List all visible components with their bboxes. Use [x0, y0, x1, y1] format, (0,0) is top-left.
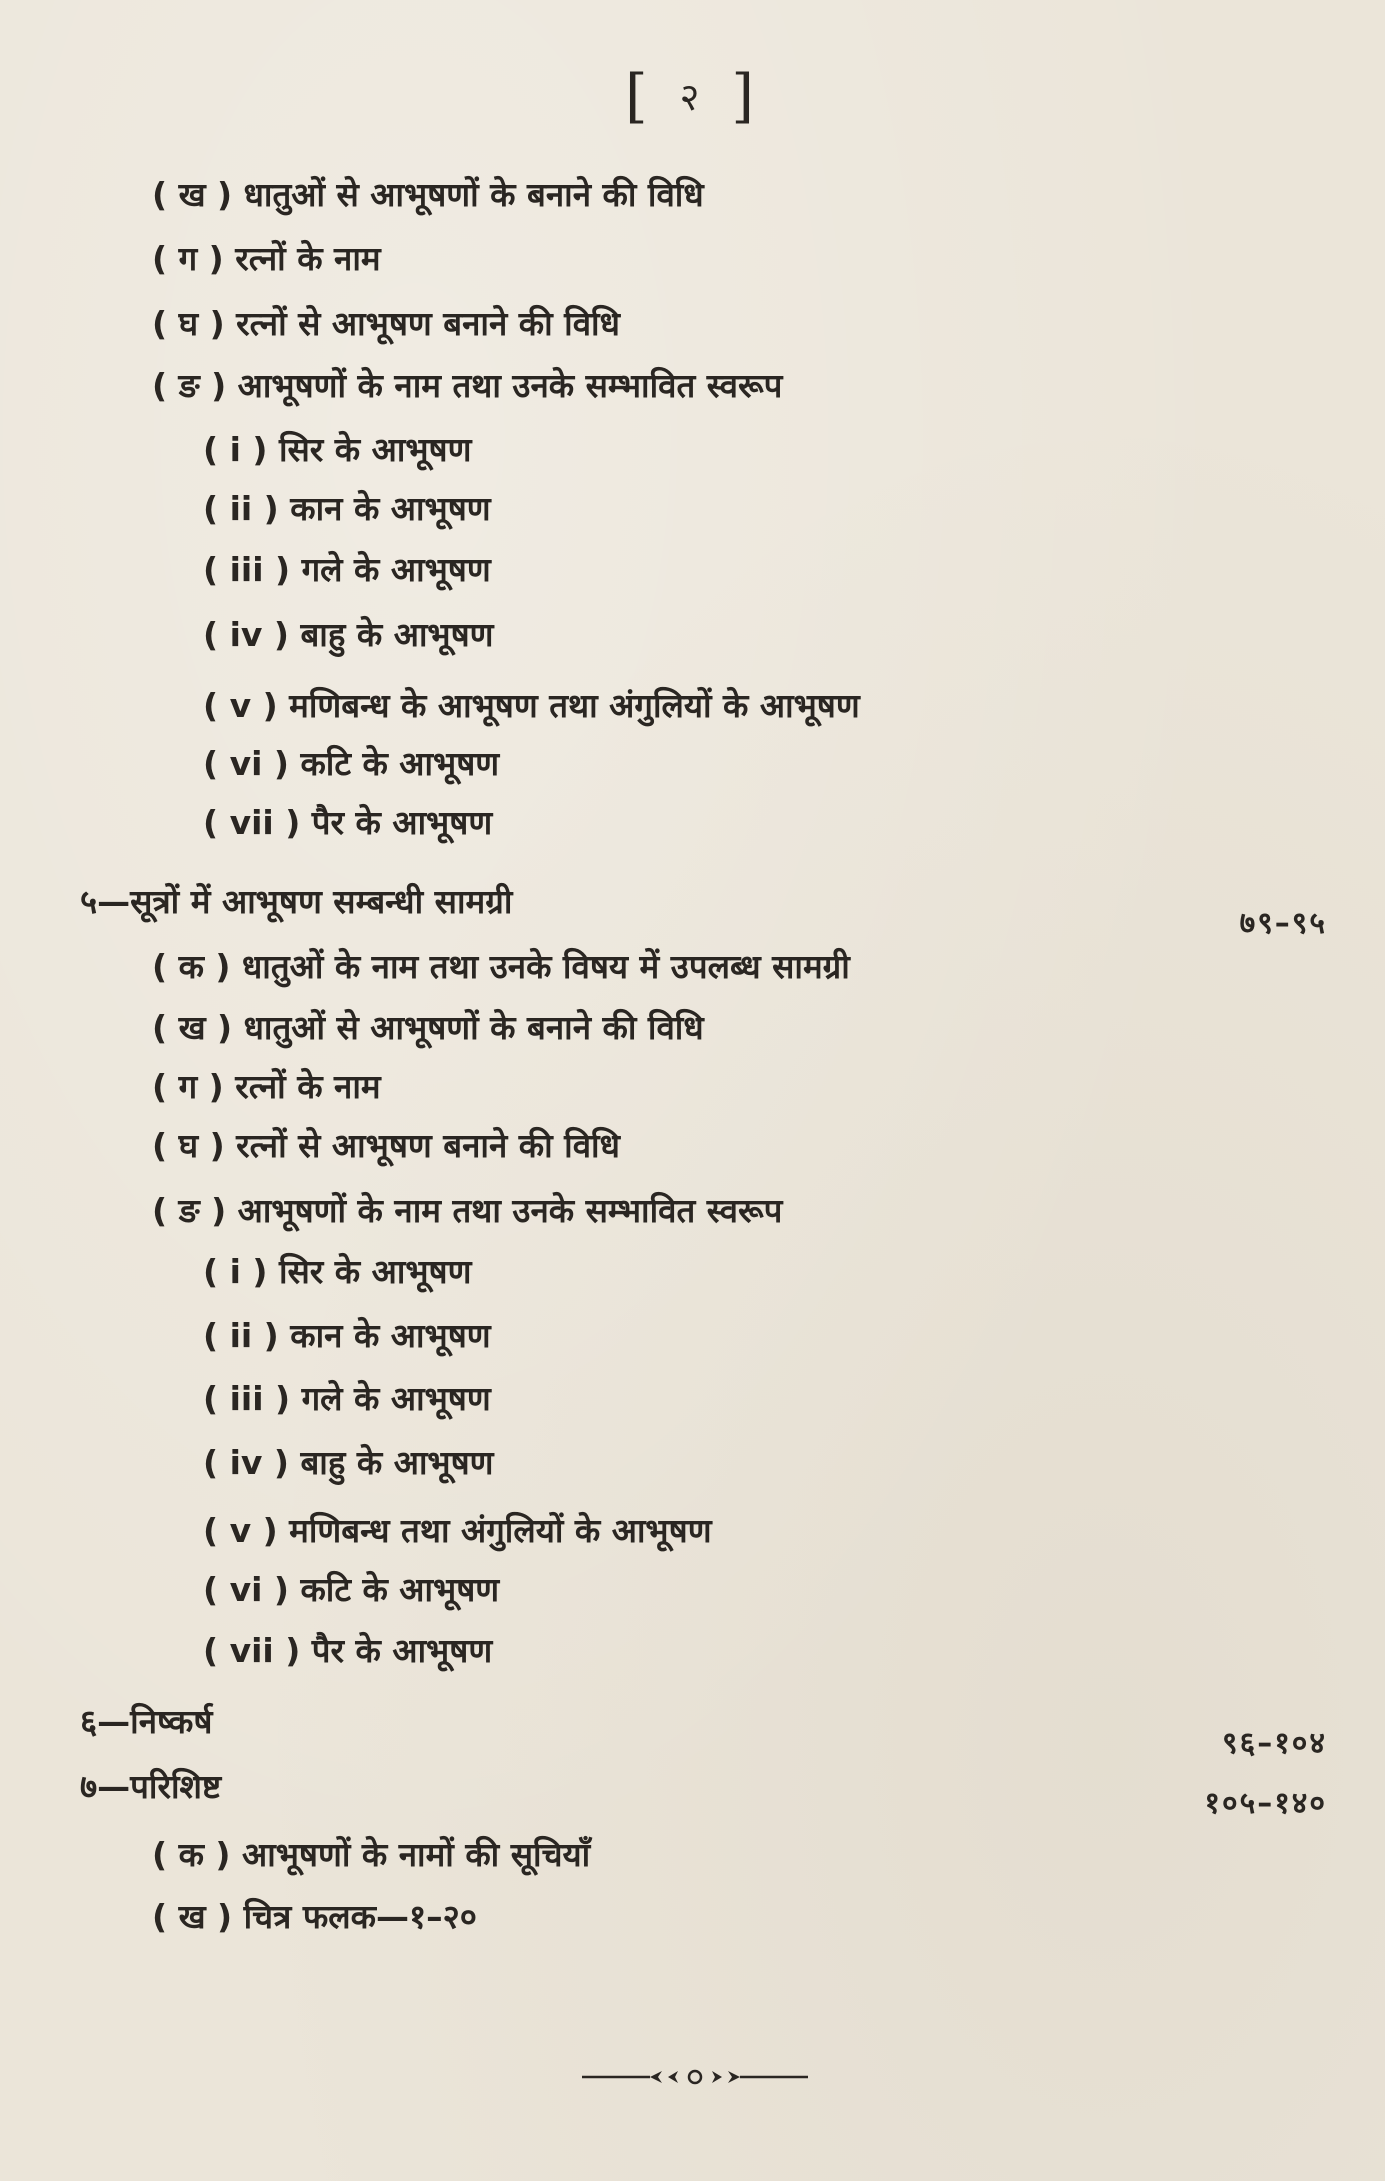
toc-subentry: ( v ) मणिबन्ध के आभूषण तथा अंगुलियों के आभूषण — [203, 686, 860, 725]
toc-subentry: ( ii ) कान के आभूषण — [203, 489, 491, 528]
page-number: २ — [679, 75, 706, 119]
toc-entry: ( ख ) चित्र फलक—१–२० — [152, 1897, 477, 1936]
toc-subentry: ( iv ) बाहु के आभूषण — [203, 615, 494, 654]
toc-entry: ( ग ) रत्नों के नाम — [152, 1067, 381, 1106]
bracket-open: [ — [624, 62, 654, 130]
toc-entry: ( ख ) धातुओं से आभूषणों के बनाने की विधि — [152, 175, 704, 214]
toc-subentry: ( iii ) गले के आभूषण — [203, 550, 491, 589]
toc-chapter: ६—निष्कर्ष — [80, 1702, 213, 1741]
toc-subentry: ( iii ) गले के आभूषण — [203, 1379, 491, 1418]
toc-page-range: ९६–१०४ — [1222, 1726, 1327, 1761]
bracket-close: ] — [731, 62, 761, 130]
toc-entry: ( ङ ) आभूषणों के नाम तथा उनके सम्भावित स्वरूप — [152, 1191, 783, 1230]
toc-subentry: ( i ) सिर के आभूषण — [203, 1252, 472, 1291]
toc-subentry: ( iv ) बाहु के आभूषण — [203, 1443, 494, 1482]
toc-entry: ( ग ) रत्नों के नाम — [152, 239, 381, 278]
toc-entry: ( घ ) रत्नों से आभूषण बनाने की विधि — [152, 1126, 620, 1165]
toc-page-range: ७९–९५ — [1239, 906, 1327, 941]
toc-subentry: ( i ) सिर के आभूषण — [203, 430, 472, 469]
ornament-divider-icon — [580, 2062, 810, 2092]
toc-chapter: ५—सूत्रों में आभूषण सम्बन्धी सामग्री — [80, 882, 513, 921]
toc-entry: ( ङ ) आभूषणों के नाम तथा उनके सम्भावित स्वरूप — [152, 366, 783, 405]
toc-entry: ( घ ) रत्नों से आभूषण बनाने की विधि — [152, 304, 620, 343]
toc-entry: ( क ) धातुओं के नाम तथा उनके विषय में उपलब्ध सामग्री — [152, 947, 850, 986]
page-number-header — [0, 62, 1385, 130]
toc-subentry: ( vi ) कटि के आभूषण — [203, 1570, 500, 1609]
toc-entry: ( क ) आभूषणों के नामों की सूचियाँ — [152, 1835, 591, 1874]
toc-chapter: ७—परिशिष्ट — [80, 1767, 222, 1806]
toc-page-range: १०५–१४० — [1204, 1786, 1327, 1821]
toc-subentry: ( vii ) पैर के आभूषण — [203, 803, 493, 842]
toc-subentry: ( vi ) कटि के आभूषण — [203, 744, 500, 783]
toc-subentry: ( v ) मणिबन्ध तथा अंगुलियों के आभूषण — [203, 1511, 712, 1550]
toc-subentry: ( vii ) पैर के आभूषण — [203, 1631, 493, 1670]
toc-subentry: ( ii ) कान के आभूषण — [203, 1316, 491, 1355]
toc-entry: ( ख ) धातुओं से आभूषणों के बनाने की विधि — [152, 1008, 704, 1047]
